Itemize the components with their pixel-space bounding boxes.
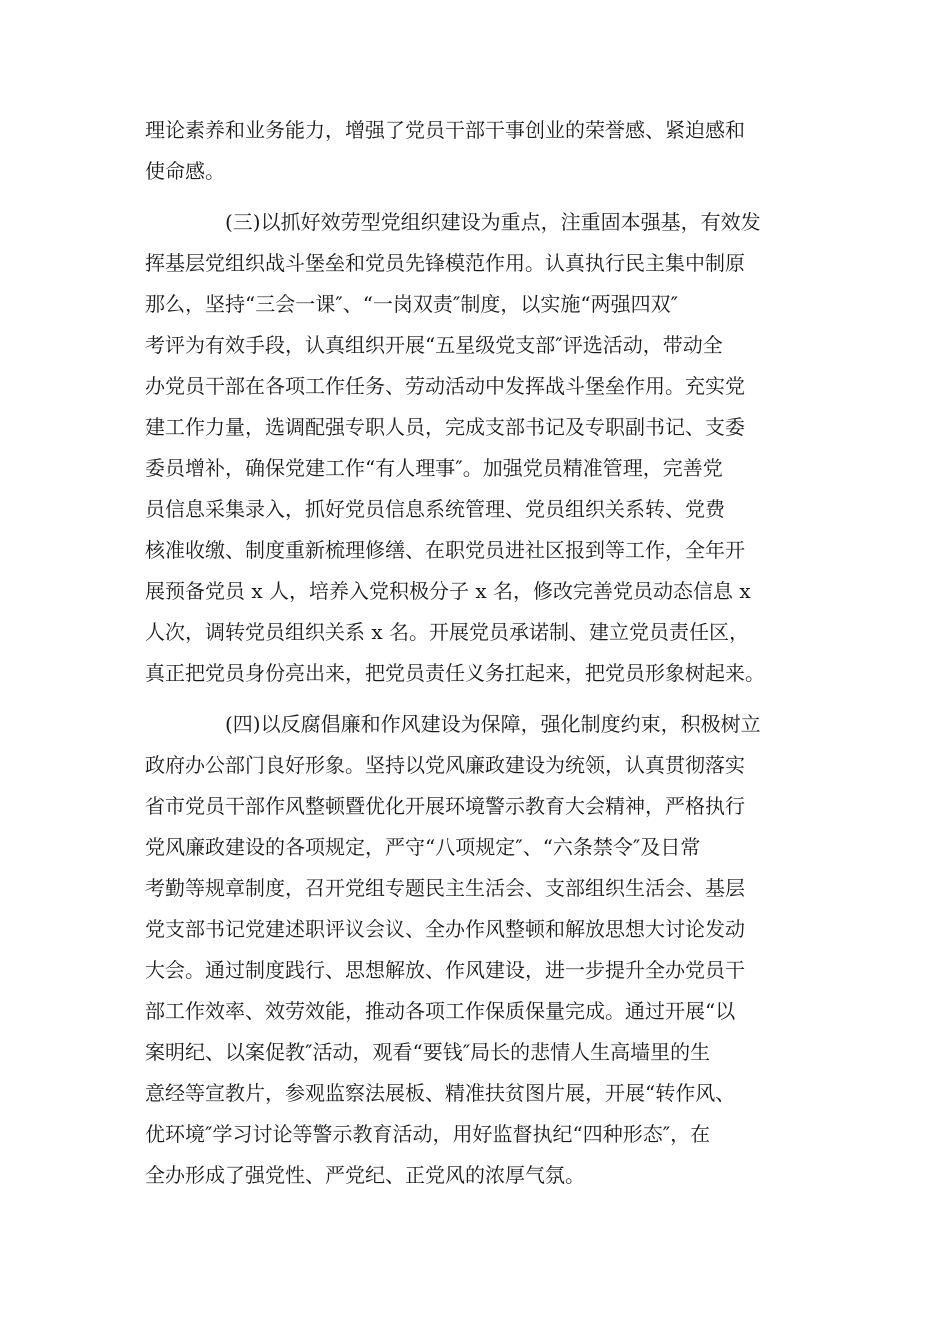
paragraph-2-line-11: 人次，调转党员组织关系 x 名。开展党员承诺制、建立党员责任区，	[145, 620, 749, 644]
paragraph-3-line-11: 优环境″学习讨论等警示教育活动，用好监督执纪“四种形态″，在	[145, 1122, 711, 1146]
paragraph-3-line-3: 省市党员干部作风整顿暨优化开展环境警示教育大会精神，严格执行	[145, 794, 745, 818]
paragraph-3-line-5: 考勤等规章制度，召开党组专题民主生活会、支部组织生活会、基层	[145, 876, 745, 900]
paragraph-2-line-9: 核准收缴、制度重新梳理修缮、在职党员进社区报到等工作，全年开	[145, 538, 745, 562]
paragraph-3-line-8: 部工作效率、效劳效能，推动各项工作保质保量完成。通过开展“以	[145, 999, 736, 1023]
paragraph-2-line-3: 那么，坚持“三会一课″、“一岗双责″制度，以实施“两强四双″	[145, 292, 679, 316]
paragraph-3-line-6: 党支部书记党建述职评议会议、全办作风整顿和解放思想大讨论发动	[145, 917, 745, 941]
paragraph-3-line-4: 党风廉政建设的各项规定，严守“八项规定″、“六条禁令″及日常	[145, 835, 701, 859]
paragraph-2-line-2: 挥基层党组织战斗堡垒和党员先锋模范作用。认真执行民主集中制原	[145, 251, 745, 275]
paragraph-3-line-2: 政府办公部门良好形象。坚持以党风廉政建设为统领，认真贯彻落实	[145, 753, 745, 777]
paragraph-2-line-7: 委员增补，确保党建工作“有人理事″。加强党员精准管理，完善党	[145, 456, 723, 480]
paragraph-1-line-2: 使命感。	[145, 159, 225, 183]
paragraph-2-line-8: 员信息采集录入，抓好党员信息系统管理、党员组织关系转、党费	[145, 497, 725, 521]
paragraph-2-line-12: 真正把党员身份亮出来，把党员责任义务扛起来，把党员形象树起来。	[145, 661, 765, 685]
paragraph-3-line-10: 意经等宣教片，参观监察法展板、精准扶贫图片展，开展“转作风、	[145, 1081, 736, 1105]
paragraph-1-line-1: 理论素养和业务能力，增强了党员干部干事创业的荣誉感、紧迫感和	[145, 118, 745, 142]
paragraph-3-line-7: 大会。通过制度践行、思想解放、作风建设，进一步提升全办党员干	[145, 958, 745, 982]
paragraph-2-line-1: (三)以抓好效劳型党组织建设为重点，注重固本强基，有效发	[225, 210, 761, 234]
paragraph-3-line-1: (四)以反腐倡廉和作风建设为保障，强化制度约束，积极树立	[225, 712, 761, 736]
paragraph-2-line-4: 考评为有效手段，认真组织开展“五星级党支部″评选活动，带动全	[145, 333, 723, 357]
paragraph-2-line-6: 建工作力量，选调配强专职人员，完成支部书记及专职副书记、支委	[145, 415, 745, 439]
paragraph-2-line-5: 办党员干部在各项工作任务、劳动活动中发挥战斗堡垒作用。充实党	[145, 374, 745, 398]
paragraph-3-line-9: 案明纪、以案促教″活动，观看“要钱″局长的悲情人生高墙里的生	[145, 1040, 711, 1064]
paragraph-2-line-10: 展预备党员 x 人，培养入党积极分子 x 名，修改完善党员动态信息 x	[145, 579, 751, 603]
paragraph-3-line-12: 全办形成了强党性、严党纪、正党风的浓厚气氛。	[145, 1163, 585, 1187]
